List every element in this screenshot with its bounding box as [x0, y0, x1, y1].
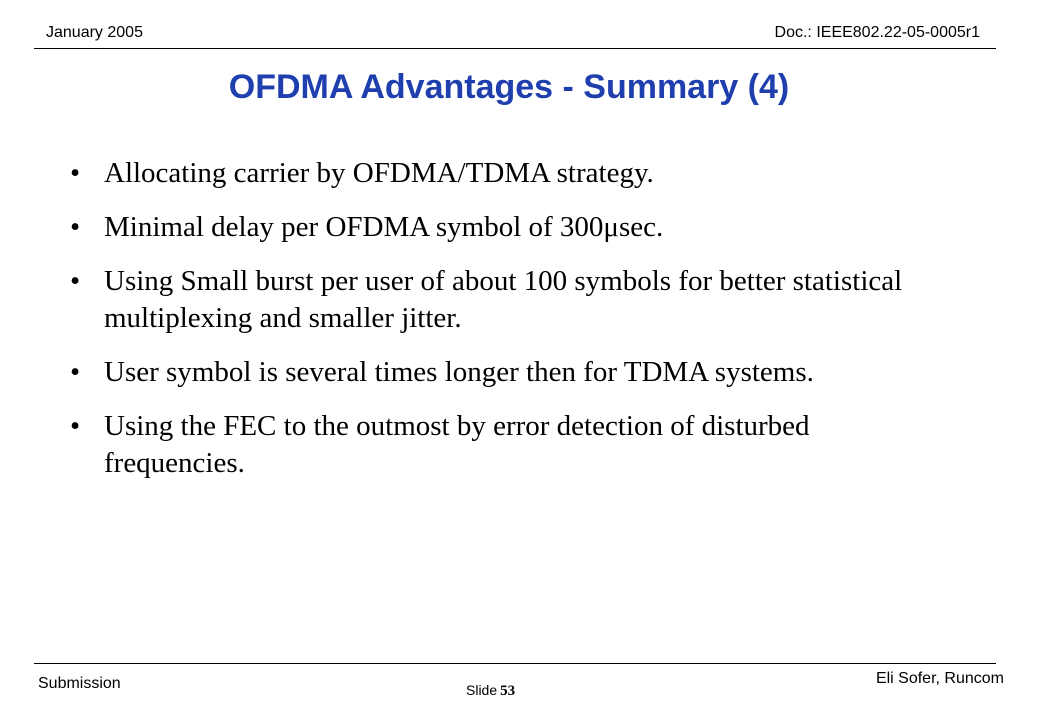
bullet-text: Using Small burst per user of about 100 symbols for better statistical multiplexing and smaller jitter. — [104, 265, 903, 334]
footer-divider — [34, 663, 996, 664]
bullet-list — [70, 155, 950, 499]
bullet-item — [70, 263, 950, 337]
footer-slide-label: Slide — [466, 682, 498, 698]
footer-submission: Submission — [38, 675, 121, 692]
bullet-dot-icon: • — [70, 356, 81, 388]
bullet-item — [70, 155, 950, 192]
footer-slide-indicator — [466, 682, 515, 700]
header-divider — [34, 48, 996, 49]
bullet-dot-icon: • — [70, 410, 81, 442]
bullet-item — [70, 408, 950, 482]
footer-slide-number: 53 — [500, 683, 516, 699]
bullet-text: Using the FEC to the outmost by error detection of disturbed frequencies. — [104, 410, 810, 479]
header-date: January 2005 — [46, 24, 143, 41]
bullet-dot-icon: • — [70, 211, 81, 243]
bullet-item — [70, 209, 950, 246]
bullet-text: Minimal delay per OFDMA symbol of 300μsec. — [104, 211, 664, 243]
bullet-dot-icon: • — [70, 157, 81, 189]
bullet-text: User symbol is several times longer then for TDMA systems. — [104, 356, 814, 388]
header-doc-id: Doc.: IEEE802.22-05-0005r1 — [774, 24, 980, 41]
bullet-item — [70, 354, 950, 391]
slide-title: OFDMA Advantages - Summary (4) — [228, 68, 790, 106]
footer-author: Eli Sofer, Runcom — [875, 670, 1004, 687]
bullet-dot-icon: • — [70, 265, 81, 297]
bullet-text: Allocating carrier by OFDMA/TDMA strategy. — [104, 157, 654, 189]
